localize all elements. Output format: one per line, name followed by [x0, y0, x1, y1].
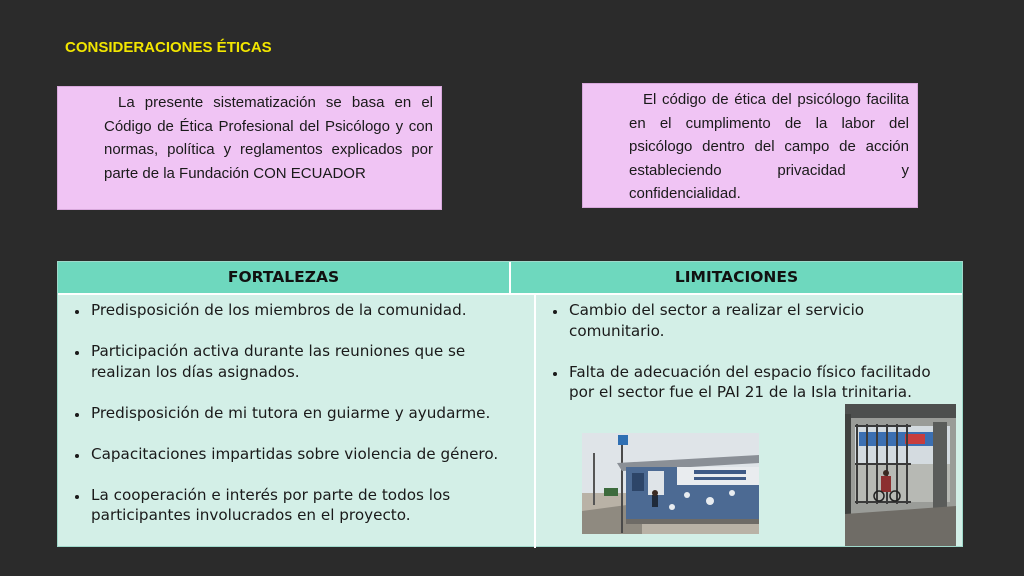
list-item: • Falta de adecuación del espacio físico facilitado por el sector fue el PAI 21 de la Isla trinitaria.	[567, 362, 952, 403]
list-item: • Cambio del sector a realizar el servicio comunitario.	[567, 300, 952, 341]
header-fortalezas: FORTALEZAS	[227, 268, 340, 286]
fortalezas-list	[68, 300, 524, 526]
list-item: • Capacitaciones impartidas sobre violencia de género.	[89, 444, 524, 465]
photo-gate-entrance	[845, 404, 956, 546]
table-body-row	[58, 295, 962, 548]
note-box-right: El código de ética del psicólogo facilita en el cumplimento de la labor del psicólogo dentro del campo de acción estableciendo privacidad y confidencialidad.	[582, 83, 918, 208]
list-item: • La cooperación e interés por parte de todos los participantes involucrados en el proyecto.	[89, 485, 524, 526]
strengths-limitations-table	[57, 261, 963, 547]
list-item: • Participación activa durante las reuniones que se realizan los días asignados.	[89, 341, 524, 382]
list-item: • Predisposición de mi tutora en guiarme y ayudarme.	[89, 403, 524, 424]
photo-gate-entrance-drawing	[845, 404, 956, 546]
photo-community-building	[582, 433, 759, 534]
list-item: • Predisposición de los miembros de la comunidad.	[89, 300, 524, 321]
fortalezas-cell	[58, 295, 536, 548]
limitaciones-list	[546, 300, 952, 403]
photo-community-building-drawing	[582, 433, 759, 534]
note-box-left: La presente sistematización se basa en el Código de Ética Profesional del Psicólogo y con normas, política y reglamentos explicados por parte de la Fundación CON ECUADOR	[57, 86, 442, 210]
table-header-row	[58, 262, 962, 295]
slide-title: CONSIDERACIONES ÉTICAS	[65, 39, 272, 56]
header-limitaciones: LIMITACIONES	[509, 262, 962, 293]
